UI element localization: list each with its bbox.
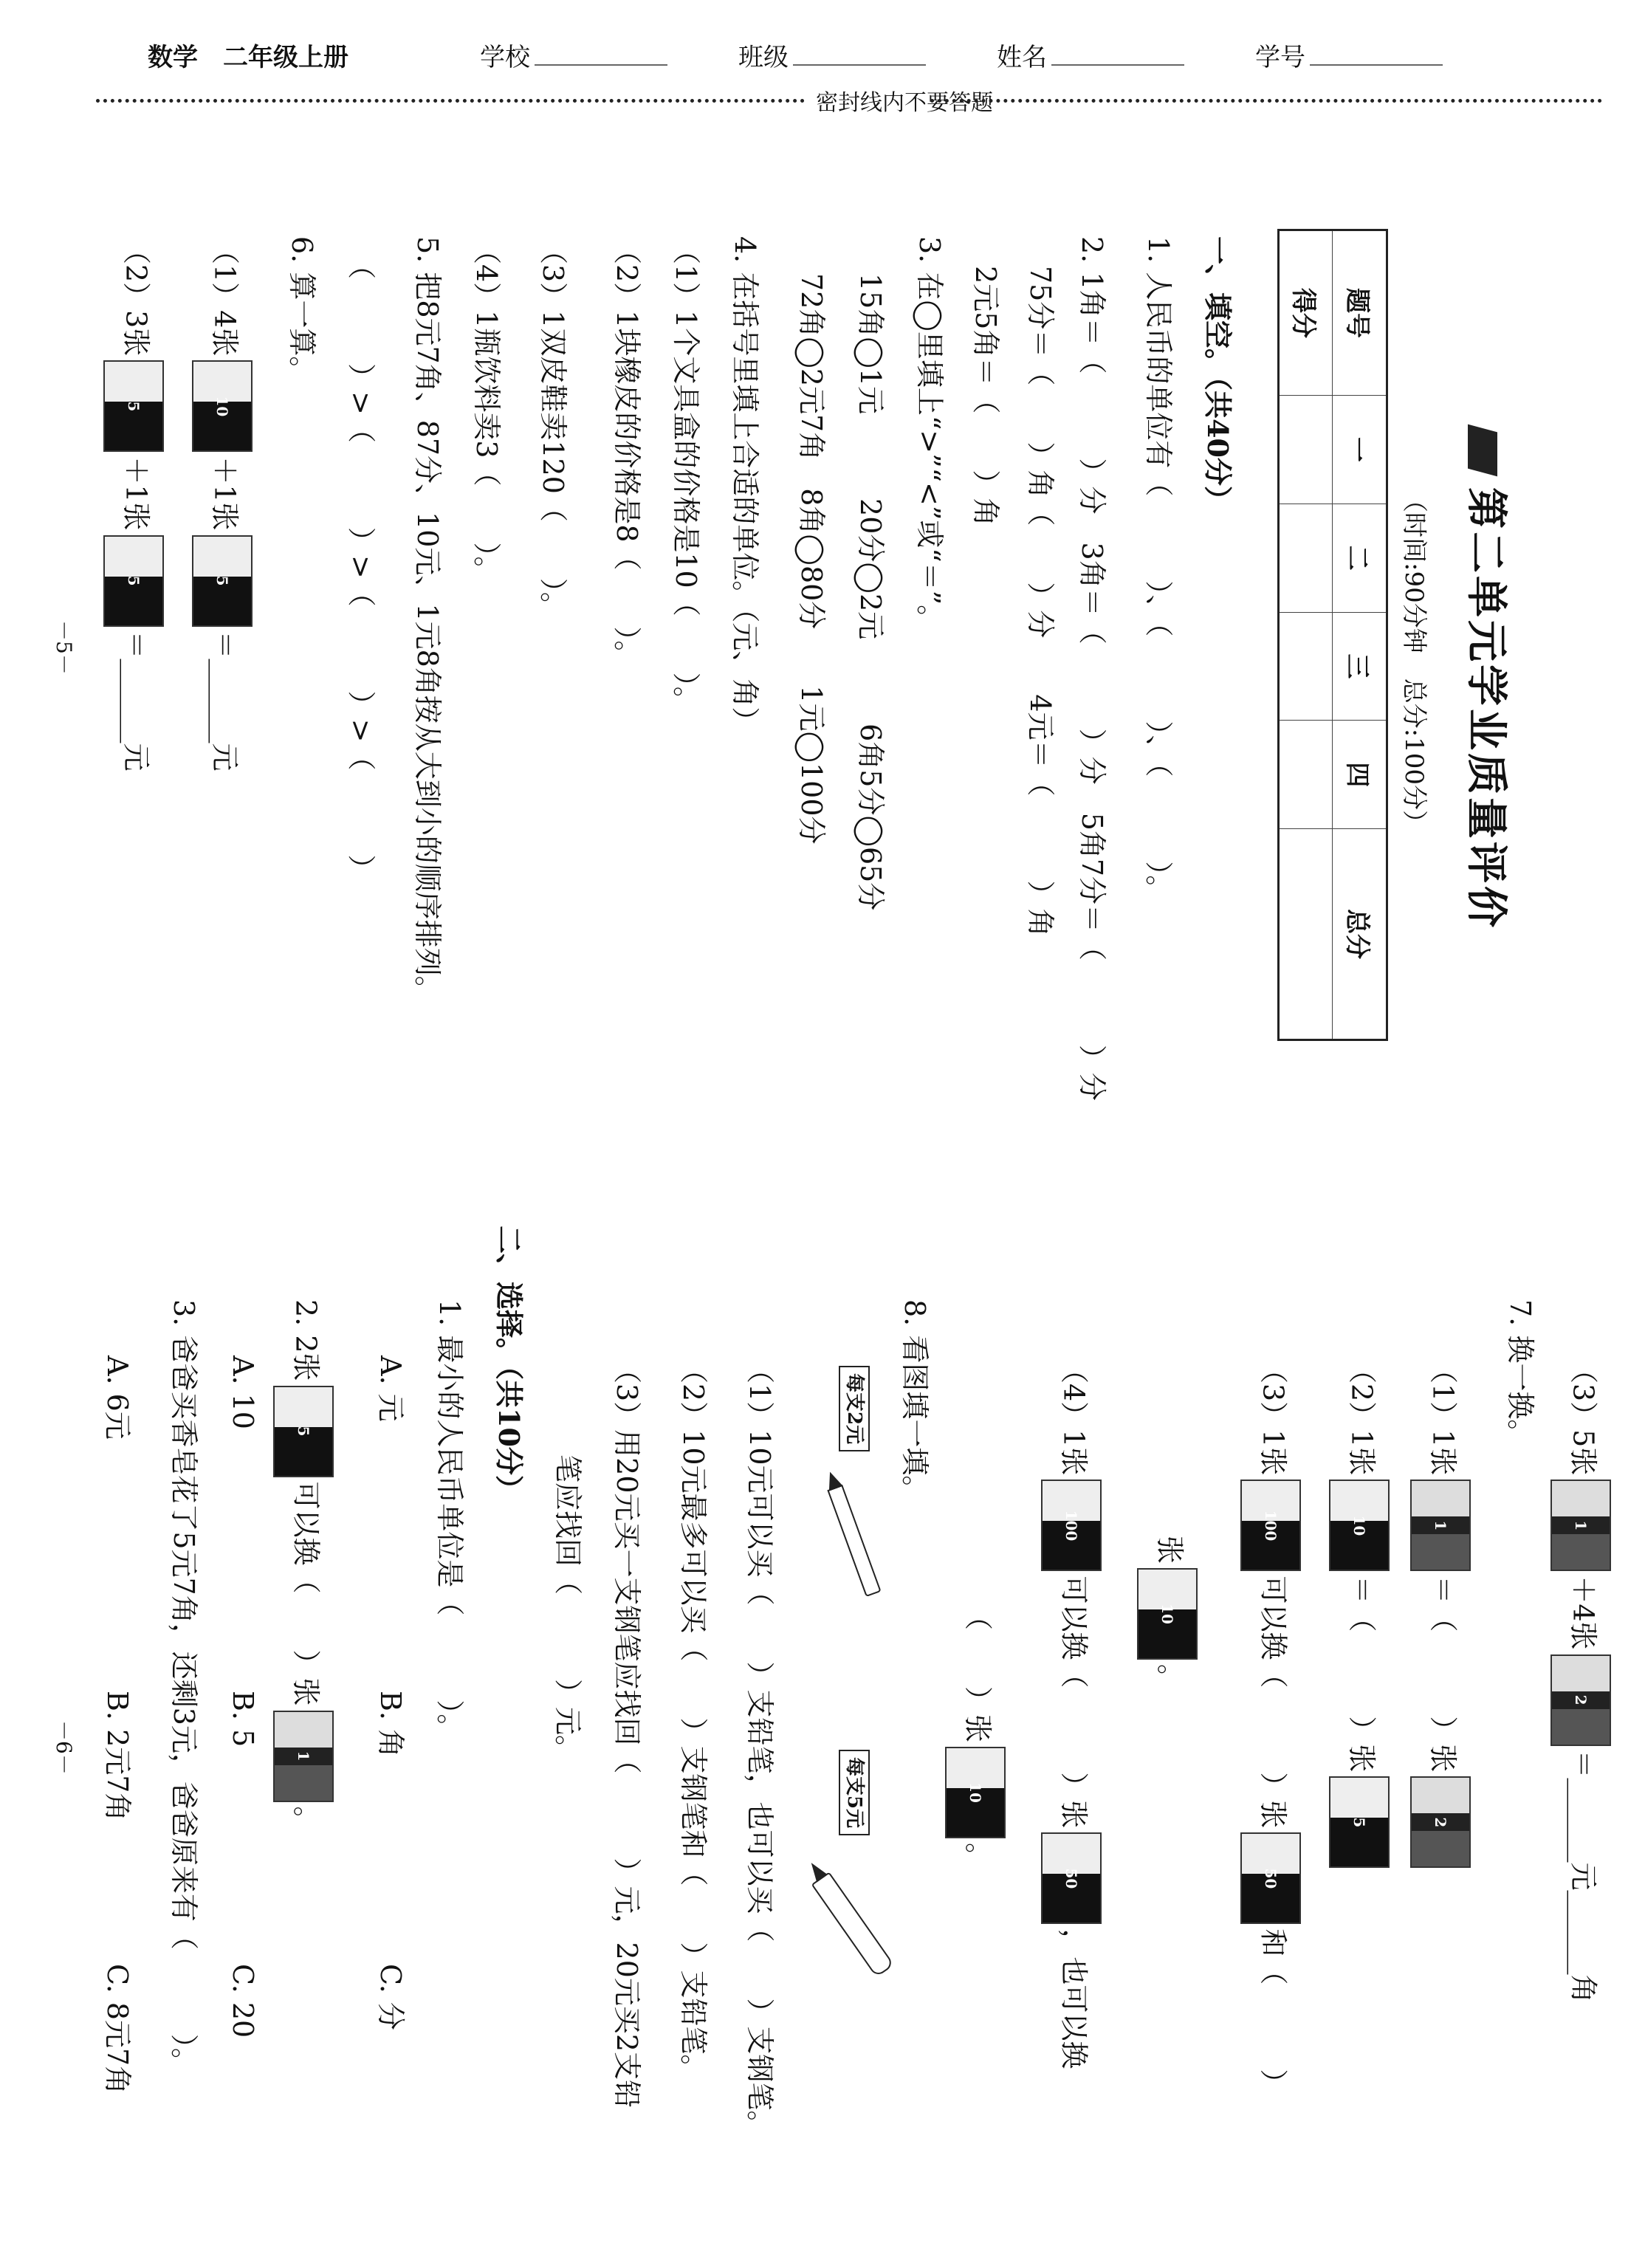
question-line xyxy=(676,1355,710,2083)
question-line xyxy=(669,236,703,715)
score-table-score-row xyxy=(1279,230,1333,1040)
score-table-header-row xyxy=(1333,230,1387,1040)
seal-line-text: 密封线内不要答题 xyxy=(816,90,993,116)
banknote-1-icon: 1 xyxy=(1410,1480,1471,1571)
fountain-pen-icon xyxy=(811,1872,895,1977)
score-table-cell: 得分 xyxy=(1279,230,1333,396)
question-text: （4）1瓶饮料卖3（ ）。 xyxy=(470,236,503,585)
question-line xyxy=(470,236,504,585)
question-line xyxy=(1141,236,1175,903)
question-text: 1. 最小的人民币单位是（ ）。 xyxy=(433,1299,466,1742)
question-text: 和（ ） xyxy=(1257,1928,1290,2097)
question-text: （2）1张 xyxy=(1345,1355,1378,1476)
question-text: 。 xyxy=(289,1806,323,1835)
question-line xyxy=(1410,1355,1471,1872)
question-line xyxy=(433,1299,467,1742)
question-text: C. 分 xyxy=(374,1964,407,2030)
page-number-5: －5－ xyxy=(52,620,76,675)
question-text: C. 20 xyxy=(227,1964,259,2038)
question-text: A. 10 xyxy=(227,1355,259,1429)
question-line xyxy=(1329,1355,1390,1872)
question-text: （ ）>（ ）>（ ）>（ ） xyxy=(345,251,377,883)
question-line xyxy=(226,1691,260,1747)
question-line xyxy=(374,1691,408,1757)
question-text: ＝______元 xyxy=(120,630,153,772)
question-line xyxy=(794,273,828,845)
question-text: 7. 换一换。 xyxy=(1504,1299,1536,1448)
question-text: 3. 在◯里填上“>”“<”或“＝”。 xyxy=(913,236,946,633)
banknote-2-icon: 2 xyxy=(1410,1776,1471,1868)
pen-price-tag: 每支5元 xyxy=(839,1750,870,1835)
score-input-cell[interactable] xyxy=(1279,721,1333,829)
question-text: 张 xyxy=(1153,1536,1186,1564)
question-line xyxy=(374,1355,408,1422)
question-line xyxy=(898,1299,932,1503)
header-subject: 数学 二年级上册 xyxy=(148,43,348,72)
score-input-cell[interactable] xyxy=(1279,396,1333,504)
question-text: 6. 算一算。 xyxy=(286,236,318,385)
banknote-1-icon: 1 xyxy=(273,1711,334,1802)
question-text: 2. 2张 xyxy=(289,1299,323,1381)
question-line xyxy=(969,266,1003,526)
question-text: C. 8元7角 xyxy=(101,1964,134,2095)
question-line xyxy=(273,1299,334,1835)
question-line xyxy=(103,236,164,772)
score-input-cell[interactable] xyxy=(1279,504,1333,612)
banknote-1-icon: 1 xyxy=(1550,1480,1611,1571)
banknote-5-icon: 5 xyxy=(273,1386,334,1477)
question-text: （2）10元最多可以买（ ）支钢笔和（ ）支铅笔。 xyxy=(677,1355,710,2083)
question-text: 笔应找回（ ）元。 xyxy=(552,1454,584,1764)
question-line xyxy=(536,236,570,620)
class-label: 班级 xyxy=(738,43,789,72)
exam-title: 第二单元学业质量评价 xyxy=(1462,487,1511,930)
question-text: ＋4张 xyxy=(1567,1575,1600,1650)
question-line xyxy=(1023,266,1057,937)
banknote-10-icon: 10 xyxy=(1329,1480,1390,1571)
question-text: ＝______元______角 xyxy=(1567,1750,1600,2003)
name-blank[interactable] xyxy=(1051,45,1184,66)
seal-line xyxy=(96,89,1602,116)
rotated-exam-sheet xyxy=(0,118,1645,2259)
seal-dots-left xyxy=(96,99,805,103)
question-text: （3）1双皮鞋卖120（ ）。 xyxy=(537,236,569,620)
question-line xyxy=(167,1299,201,2076)
question-text: 可以换（ ）张 xyxy=(289,1481,323,1706)
question-line xyxy=(551,1454,585,1763)
question-text: （3）5张 xyxy=(1567,1355,1600,1476)
question-text: 72角◯2元7角 8角◯80分 1元◯100分 xyxy=(795,273,828,845)
question-line xyxy=(1075,236,1109,1101)
question-line xyxy=(100,1355,134,1440)
question-line xyxy=(1503,1299,1537,1447)
question-text: 15角◯1元 20分◯2元 6角5分◯65分 xyxy=(854,273,887,911)
question-line xyxy=(945,1602,1006,1871)
question-text: 75分＝（ ）角（ ）分 4元＝（ ）角 xyxy=(1024,266,1057,937)
section-heading xyxy=(1201,236,1234,514)
question-text: （2）3张 xyxy=(120,236,153,357)
graduation-cap-icon xyxy=(1468,425,1497,477)
score-table xyxy=(1277,229,1388,1041)
question-text: （1）1个文具盒的价格是10（ ）。 xyxy=(670,236,702,715)
banknote-5-icon: 5 xyxy=(103,360,164,452)
question-line xyxy=(728,236,762,735)
pencil-icon xyxy=(827,1485,881,1597)
question-line xyxy=(913,236,947,633)
question-text: ，也可以换 xyxy=(1057,1928,1091,2069)
question-text: ＝______元 xyxy=(208,630,241,772)
section-heading xyxy=(492,1226,526,1503)
page-number-6: －6－ xyxy=(52,1720,76,1775)
question-text: 2. 1角＝（ ）分 3角＝（ ）分 5角7分＝（ ）分 xyxy=(1076,236,1108,1102)
question-line xyxy=(854,273,887,910)
question-line xyxy=(226,1964,260,2038)
class-blank[interactable] xyxy=(793,45,926,66)
question-text: 二、选择。（共10分） xyxy=(492,1226,526,1503)
pencil-price-tag: 每支2元 xyxy=(839,1366,870,1451)
score-input-cell[interactable] xyxy=(1279,612,1333,721)
number-blank[interactable] xyxy=(1310,45,1443,66)
score-table-cell: 四 xyxy=(1333,721,1387,829)
question-text: ＋1张 xyxy=(120,456,153,531)
banknote-5-icon: 5 xyxy=(1329,1776,1390,1868)
question-text: 4. 在括号里填上合适的单位。（元、角） xyxy=(729,236,761,735)
question-text: （1）1张 xyxy=(1426,1355,1460,1476)
question-text: ＋1张 xyxy=(208,456,241,531)
question-line xyxy=(226,1355,260,1429)
question-text: 可以换（ ）张 xyxy=(1057,1575,1091,1829)
question-text: （2）1块橡皮的价格是8（ ）。 xyxy=(611,236,643,669)
name-field[interactable] xyxy=(997,37,1184,73)
number-label: 学号 xyxy=(1255,43,1305,72)
question-text: 8. 看图填一填。 xyxy=(899,1299,931,1504)
school-blank[interactable] xyxy=(535,45,667,66)
question-text: 。 xyxy=(961,1843,995,1872)
question-text: （3）用20元买一支钢笔应找回（ ）元，20元买2支铅 xyxy=(611,1355,643,2109)
question-text: ＝（ ）张 xyxy=(1426,1575,1460,1773)
question-text: A. 6元 xyxy=(101,1355,134,1440)
score-table-cell: 一 xyxy=(1333,396,1387,504)
banknote-10-icon: 10 xyxy=(1137,1568,1198,1660)
question-line xyxy=(344,251,378,883)
name-label: 姓名 xyxy=(997,43,1047,72)
seal-dots-right xyxy=(930,99,1602,103)
question-text: 3. 爸爸买香皂花了5元7角，还剩3元，爸爸原来有（ ）。 xyxy=(168,1299,200,2076)
question-line xyxy=(610,236,644,669)
score-table-cell: 题号 xyxy=(1333,230,1387,396)
question-text: 2元5角＝（ ）角 xyxy=(969,266,1002,526)
question-text: 1. 人民币的单位有（ ）、（ ）、（ ）。 xyxy=(1142,236,1175,904)
score-table-cell: 总分 xyxy=(1333,829,1387,1040)
question-line xyxy=(192,236,253,772)
question-line xyxy=(100,1691,134,1821)
banknote-5-icon: 5 xyxy=(103,535,164,627)
question-text: 。 xyxy=(1153,1664,1186,1693)
question-line xyxy=(1041,1355,1102,2069)
banknote-2-icon: 2 xyxy=(1550,1654,1611,1746)
banknote-10-icon: 10 xyxy=(945,1747,1006,1838)
banknote-50-icon: 50 xyxy=(1041,1832,1102,1924)
class-field[interactable] xyxy=(738,37,926,73)
question-text: A. 元 xyxy=(374,1355,407,1422)
question-text: （ ）张 xyxy=(961,1602,995,1743)
question-line xyxy=(1240,1355,1301,2097)
question-line xyxy=(610,1355,644,2108)
school-label: 学校 xyxy=(480,43,530,72)
question-text: （3）1张 xyxy=(1257,1355,1290,1476)
question-line xyxy=(411,236,444,1004)
number-field[interactable] xyxy=(1255,37,1443,73)
banknote-100-icon: 100 xyxy=(1240,1480,1301,1571)
question-line xyxy=(374,1964,408,2030)
question-line xyxy=(1137,1536,1198,1692)
question-line xyxy=(743,1355,777,2139)
question-text: （4）1张 xyxy=(1057,1355,1091,1476)
question-line xyxy=(1550,1355,1611,2003)
question-text: B. 角 xyxy=(374,1691,407,1758)
question-text: 可以换（ ）张 xyxy=(1257,1575,1290,1829)
banknote-5-icon: 5 xyxy=(192,535,253,627)
question-line xyxy=(285,236,319,384)
question-text: （1）10元可以买（ ）支铅笔，也可以买（ ）支钢笔。 xyxy=(743,1355,776,2139)
score-table-cell: 二 xyxy=(1333,504,1387,612)
banknote-100-icon: 100 xyxy=(1041,1480,1102,1571)
banknote-50-icon: 50 xyxy=(1240,1832,1301,1924)
question-text: （1）4张 xyxy=(208,236,241,357)
school-field[interactable] xyxy=(480,37,667,73)
question-line xyxy=(100,1964,134,2094)
score-table-cell: 三 xyxy=(1333,612,1387,721)
question-text: 5. 把8元7角、87分、10元、1元8角按从大到小的顺序排列。 xyxy=(411,236,444,1004)
question-text: B. 5 xyxy=(227,1691,259,1748)
question-text: B. 2元7角 xyxy=(101,1691,134,1821)
question-text: 一、填空。（共40分） xyxy=(1201,236,1234,514)
banknote-10-icon: 10 xyxy=(192,360,253,452)
exam-time-info: （时间:90分钟 总分:100分） xyxy=(1399,487,1429,836)
question-text: ＝（ ）张 xyxy=(1345,1575,1378,1773)
score-input-cell[interactable] xyxy=(1279,829,1333,1040)
